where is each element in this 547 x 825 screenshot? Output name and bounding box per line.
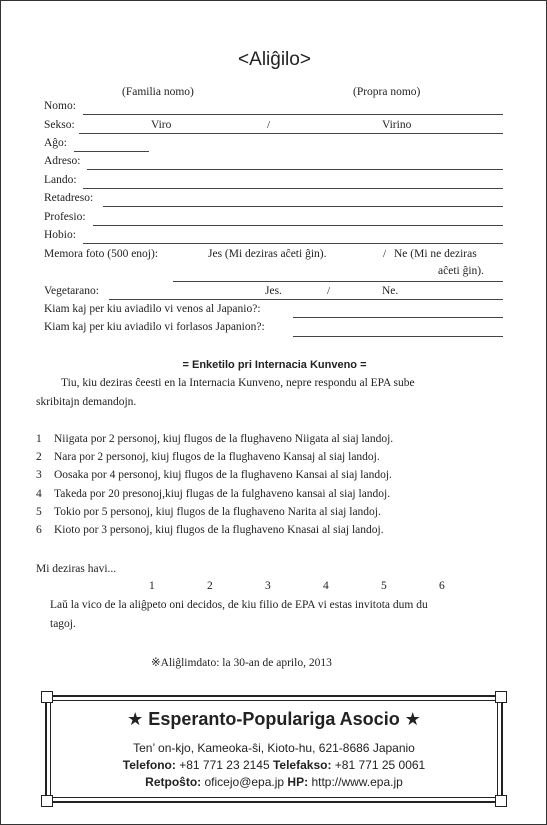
- photo-label: Memora foto (500 enoj):: [44, 248, 159, 260]
- contact-line: [47, 775, 501, 789]
- email-field[interactable]: [103, 206, 503, 207]
- country-label: Lando:: [44, 174, 77, 186]
- corner-ornament: [495, 691, 507, 703]
- option-number: 6: [36, 524, 42, 536]
- choice-number-6[interactable]: 6: [439, 580, 445, 592]
- choice-number-3[interactable]: 3: [265, 580, 271, 592]
- deadline: ※Aliĝlimdato: la 30-an de aprilo, 2013: [151, 657, 332, 669]
- organization-box: [45, 695, 503, 803]
- sex-field-line: [79, 133, 503, 134]
- vegetarian-option-no[interactable]: Ne.: [382, 285, 399, 297]
- address-label: Adreso:: [44, 155, 81, 167]
- option-text: Takeda por 20 presonoj,kiuj flugas de la fulghaveno kansai al siaj landoj.: [54, 488, 391, 500]
- family-name-header: (Familia nomo): [122, 86, 194, 98]
- arrival-label: Kiam kaj per kiu aviadilo vi venos al Japanio?:: [44, 303, 261, 315]
- form-title: <Aliĝilo>: [238, 49, 311, 70]
- choice-number-5[interactable]: 5: [381, 580, 387, 592]
- survey-intro-line2: skribitajn demandojn.: [36, 396, 137, 408]
- option-text: Oosaka por 4 personoj, kiuj flugos de la flughaveno Kansai al siaj landoj.: [54, 469, 392, 481]
- vegetarian-label: Vegetarano:: [44, 285, 99, 297]
- name-field[interactable]: [83, 114, 503, 115]
- departure-label: Kiam kaj per kiu aviadilo vi forlasos Japanion?:: [44, 321, 265, 333]
- departure-field[interactable]: [293, 336, 503, 337]
- corner-ornament: [495, 795, 507, 807]
- photo-option-no[interactable]: Ne (Mi ne deziras: [394, 248, 477, 260]
- option-number: 1: [36, 433, 42, 445]
- photo-option-no-continued: aĉeti ĝin).: [438, 265, 484, 277]
- corner-ornament: [41, 691, 53, 703]
- vegetarian-separator: /: [327, 285, 331, 297]
- organization-address: Ten’ on-kjo, Kameoka-ŝi, Kioto-hu, 621-8686 Japanio: [133, 741, 415, 755]
- phone-label: Telefono:: [122, 758, 176, 772]
- arrival-field[interactable]: [293, 317, 503, 318]
- sex-option-female[interactable]: Virino: [382, 119, 412, 131]
- sex-option-male[interactable]: Viro: [151, 119, 172, 131]
- survey-intro-line1: Tiu, kiu deziras ĉeesti en la Internacia Kunveno, nepre respondu al EPA sube: [61, 377, 415, 389]
- fax-number[interactable]: +81 771 25 0061: [334, 758, 426, 772]
- option-number: 4: [36, 488, 42, 500]
- email-contact-label: Retpoŝto:: [145, 775, 202, 789]
- corner-ornament: [41, 795, 53, 807]
- phone-number[interactable]: +81 771 23 2145: [179, 758, 270, 772]
- option-number: 5: [36, 506, 42, 518]
- age-field[interactable]: [74, 151, 149, 152]
- country-field[interactable]: [83, 188, 503, 189]
- option-text: Kioto por 3 personoj, kiuj flugos de la flughaveno Knasai al siaj landoj.: [54, 524, 384, 536]
- sex-separator: /: [267, 119, 271, 131]
- organization-name: ★ Esperanto-Populariga Asocio ★: [127, 709, 421, 729]
- phone-fax-line: [47, 758, 501, 772]
- option-number: 2: [36, 451, 42, 463]
- vegetarian-field-line: [109, 299, 503, 300]
- survey-heading: = Enketilo pri Internacia Kunveno =: [182, 359, 367, 371]
- hobby-field[interactable]: [83, 243, 503, 244]
- name-label: Nomo:: [44, 100, 76, 112]
- website-label: HP:: [287, 775, 309, 789]
- given-name-header: (Propra nomo): [353, 86, 421, 98]
- vegetarian-option-yes[interactable]: Jes.: [265, 285, 282, 297]
- email-link[interactable]: oficejo@epa.jp: [204, 775, 285, 789]
- photo-option-yes[interactable]: Jes (Mi deziras aĉeti ĝin).: [208, 248, 327, 260]
- choice-number-1[interactable]: 1: [149, 580, 155, 592]
- wish-label: Mi deziras havi...: [36, 563, 117, 575]
- fax-label: Telefakso:: [272, 758, 332, 772]
- option-text: Nara por 2 personoj, kiuj flugos de la flughaveno Kansaj al siaj landoj.: [54, 451, 380, 463]
- sex-label: Sekso:: [44, 119, 75, 131]
- selection-note-line1: Laŭ la vico de la aliĝpeto oni decidos, de kiu filio de EPA vi estas invitota dum du: [50, 599, 428, 611]
- option-text: Tokio por 5 personoj, kiuj flugos de la flughaveno Narita al siaj landoj.: [54, 506, 381, 518]
- website-link[interactable]: http://www.epa.jp: [311, 775, 403, 789]
- address-field[interactable]: [87, 169, 503, 170]
- email-label: Retadreso:: [44, 192, 94, 204]
- selection-note-line2: tagoj.: [50, 618, 76, 630]
- photo-field-line: [173, 281, 503, 282]
- age-label: Aĝo:: [44, 137, 67, 149]
- option-text: Niigata por 2 personoj, kiuj flugos de la flughaveno Niigata al siaj landoj.: [54, 433, 394, 445]
- profession-field[interactable]: [93, 225, 503, 226]
- profession-label: Profesio:: [44, 211, 86, 223]
- photo-separator: /: [383, 248, 387, 260]
- hobby-label: Hobio:: [44, 229, 76, 241]
- choice-number-4[interactable]: 4: [323, 580, 329, 592]
- option-number: 3: [36, 469, 42, 481]
- choice-number-2[interactable]: 2: [207, 580, 213, 592]
